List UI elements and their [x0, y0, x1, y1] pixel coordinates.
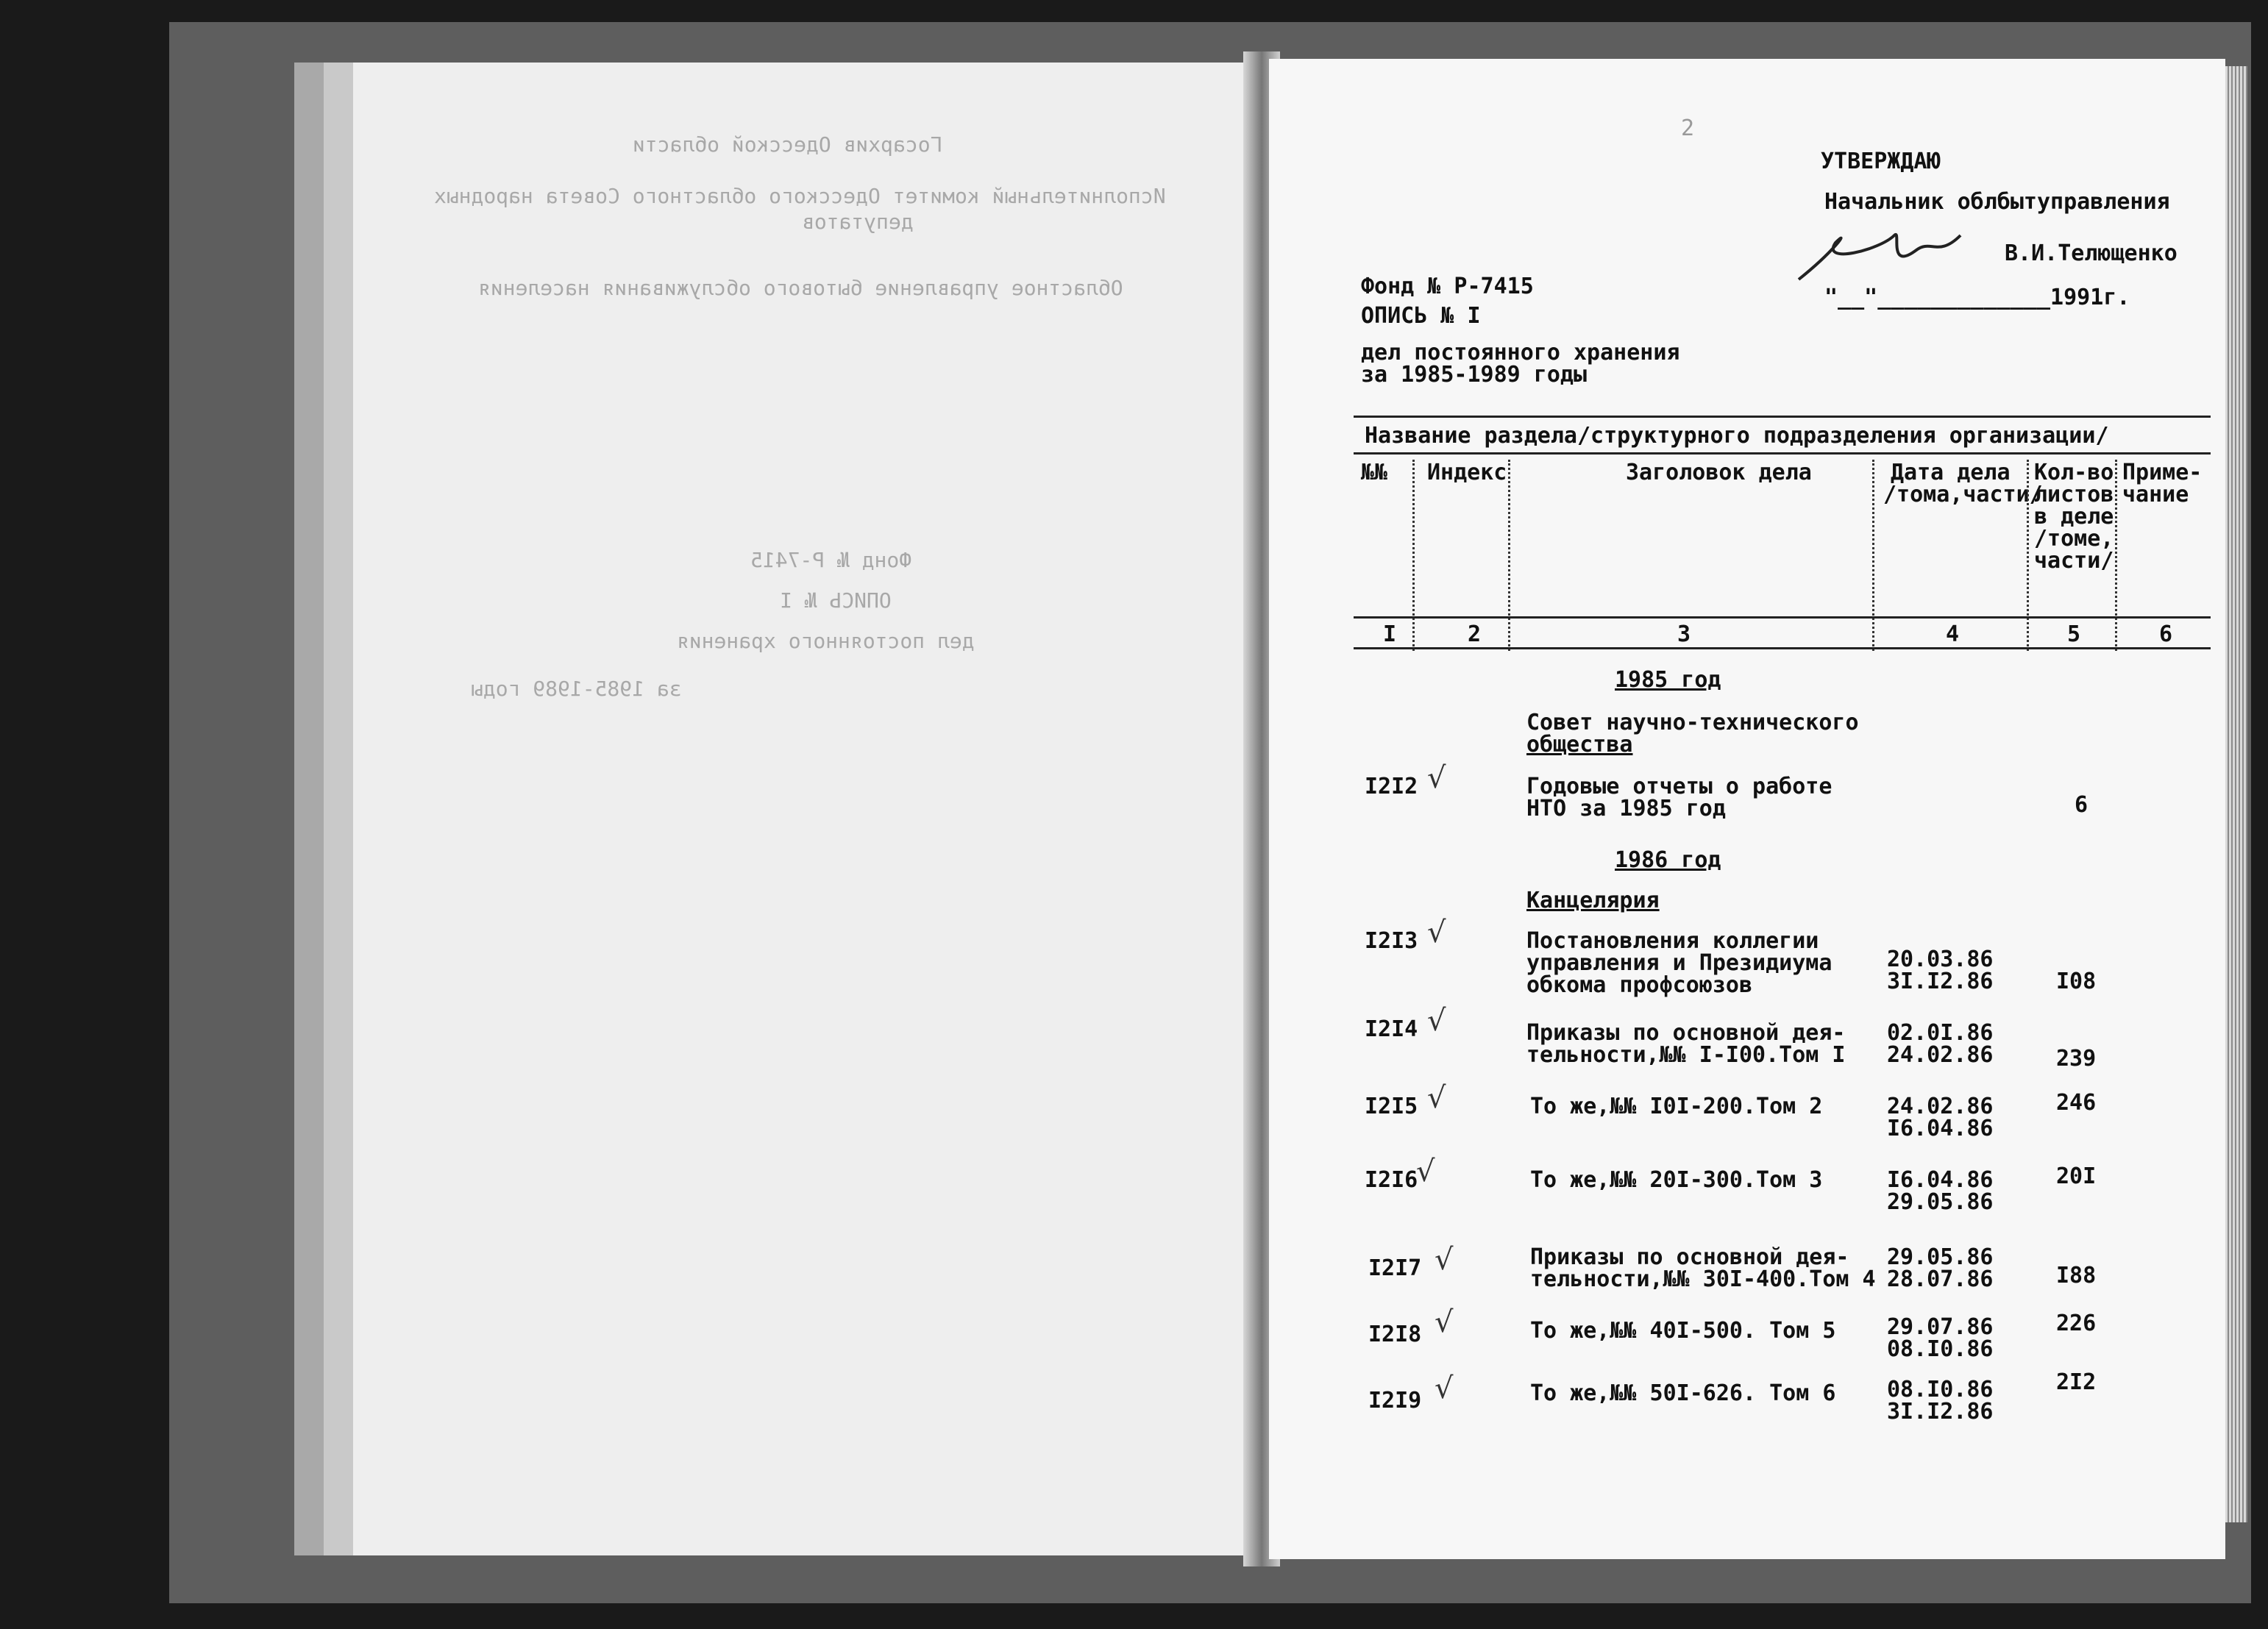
- col-header-sheets-1: Кол-во: [2034, 460, 2114, 485]
- row-date-end: I6.04.86: [1887, 1116, 1994, 1141]
- col-numbers-bottom-rule: [1354, 647, 2211, 649]
- row-date-end: 28.07.86: [1887, 1266, 1994, 1292]
- row-date-end: 3I.I2.86: [1887, 969, 1994, 994]
- ghost-line: депутатов: [802, 210, 914, 234]
- row-title: управления и Президиума: [1526, 950, 1832, 976]
- col-header-title: Заголовок дела: [1626, 460, 1812, 485]
- row-title: То же,№№ 50I-626. Том 6: [1530, 1380, 1836, 1406]
- row-sheets: 226: [2056, 1311, 2097, 1336]
- row-title: Постановления коллегии: [1526, 928, 1819, 954]
- row-sheets: 20I: [2056, 1163, 2097, 1189]
- row-date-start: 08.I0.86: [1887, 1377, 1994, 1402]
- row-no: I2I6: [1365, 1167, 1418, 1193]
- row-title: Приказы по основной дея-: [1526, 1020, 1846, 1046]
- col-numbers-top-rule: [1354, 616, 2211, 619]
- checkmark-icon: √: [1435, 1243, 1454, 1277]
- col-header-note-1: Приме-: [2122, 460, 2203, 485]
- row-sheets: 6: [2075, 792, 2089, 818]
- col-header-sheets-2: листов: [2034, 482, 2114, 507]
- checkmark-icon: √: [1427, 1081, 1446, 1115]
- year-heading-1985: 1985 год: [1615, 667, 1721, 693]
- ghost-line: Областное управление бытового обслуживания населения: [478, 276, 1123, 300]
- col-number: 5: [2067, 621, 2081, 647]
- checkmark-icon: √: [1435, 1372, 1454, 1405]
- col-header-note-2: чание: [2122, 482, 2189, 507]
- col-number: 3: [1677, 621, 1691, 647]
- approval-position: Начальник облбытуправления: [1824, 189, 2170, 215]
- row-title: То же,№№ 40I-500. Том 5: [1530, 1318, 1836, 1344]
- col-divider: [1872, 460, 1874, 651]
- col-header-date-1: Дата дела: [1891, 460, 2011, 485]
- col-header-date-2: /тома,части/: [1883, 482, 2043, 507]
- row-date-start: 29.05.86: [1887, 1244, 1994, 1270]
- row-date-end: 3I.I2.86: [1887, 1399, 1994, 1425]
- row-sheets: I88: [2056, 1263, 2097, 1288]
- col-divider: [1508, 460, 1510, 651]
- ghost-line: ОПИСЬ № I: [780, 588, 892, 613]
- row-no: I2I9: [1368, 1388, 1422, 1414]
- opis-number: ОПИСЬ № I: [1361, 303, 1481, 329]
- header-desc-1: дел постоянного хранения: [1361, 340, 1680, 366]
- row-sheets: 246: [2056, 1090, 2097, 1116]
- row-title: тельности,№№ 30I-400.Том 4: [1530, 1266, 1876, 1292]
- row-sheets: 2I2: [2056, 1369, 2097, 1395]
- table-section-title: Название раздела/структурного подразделения организации/: [1365, 423, 2109, 449]
- section-nto-line1: Совет научно-технического: [1526, 710, 1859, 735]
- signature: [1791, 206, 1983, 294]
- ghost-line: дел постоянного хранения: [677, 629, 975, 653]
- checkmark-icon: √: [1416, 1155, 1435, 1188]
- col-header-sheets-4: /томе,: [2034, 526, 2114, 552]
- row-date-start: 02.0I.86: [1887, 1020, 1994, 1046]
- ghost-line: за 1985-1989 годы: [471, 677, 682, 701]
- row-title: НТО за 1985 год: [1526, 796, 1726, 821]
- row-date-end: 24.02.86: [1887, 1042, 1994, 1068]
- col-header-index: Индекс: [1427, 460, 1507, 485]
- section-nto-line2: общества: [1526, 732, 1633, 758]
- approval-date: "__"_____________1991г.: [1824, 285, 2130, 310]
- col-header-no: №№: [1361, 460, 1388, 485]
- row-title: обкома профсоюзов: [1526, 972, 1753, 998]
- col-number: 6: [2159, 621, 2173, 647]
- row-sheets: 239: [2056, 1046, 2097, 1072]
- row-no: I2I4: [1365, 1016, 1418, 1042]
- row-title: То же,№№ 20I-300.Том 3: [1530, 1167, 1823, 1193]
- checkmark-icon: √: [1427, 916, 1446, 949]
- row-no: I2I5: [1365, 1094, 1418, 1119]
- left-page: [353, 63, 1254, 1555]
- row-no: I2I7: [1368, 1255, 1422, 1281]
- row-title: тельности,№№ I-I00.Том I: [1526, 1042, 1846, 1068]
- approval-name: В.И.Телющенко: [2005, 240, 2178, 266]
- col-number: 2: [1468, 621, 1482, 647]
- table-top-rule: [1354, 416, 2211, 418]
- row-no: I2I3: [1365, 928, 1418, 954]
- col-header-sheets-5: части/: [2034, 548, 2114, 574]
- right-page: [1269, 59, 2225, 1559]
- ghost-line: Исполнительный комитет Одесского областного Совета народных: [434, 184, 1166, 208]
- checkmark-icon: √: [1427, 1004, 1446, 1038]
- row-date-start: 29.07.86: [1887, 1314, 1994, 1340]
- row-date-start: 20.03.86: [1887, 947, 1994, 972]
- table-header-rule: [1354, 452, 2211, 455]
- fond-number: Фонд № Р-7415: [1361, 274, 1534, 299]
- col-number: I: [1383, 621, 1397, 647]
- row-sheets: I08: [2056, 969, 2097, 994]
- ghost-line: Фонд № Р-7415: [750, 548, 912, 572]
- row-title: Годовые отчеты о работе: [1526, 774, 1832, 799]
- header-desc-2: за 1985-1989 годы: [1361, 362, 1588, 388]
- approval-title: УТВЕРЖДАЮ: [1821, 149, 1941, 174]
- ghost-line: Госархив Одесской области: [633, 132, 943, 157]
- row-date-end: 08.I0.86: [1887, 1336, 1994, 1362]
- col-header-sheets-3: в деле: [2034, 504, 2114, 530]
- col-divider: [1412, 460, 1415, 651]
- col-number: 4: [1946, 621, 1960, 647]
- row-title: То же,№№ I0I-200.Том 2: [1530, 1094, 1823, 1119]
- checkmark-icon: √: [1435, 1305, 1454, 1339]
- row-no: I2I2: [1365, 774, 1418, 799]
- row-date-end: 29.05.86: [1887, 1189, 1994, 1215]
- col-divider: [2027, 460, 2029, 651]
- checkmark-icon: √: [1427, 761, 1446, 795]
- row-date-start: 24.02.86: [1887, 1094, 1994, 1119]
- page-edges: [2225, 66, 2247, 1522]
- section-office: Канцелярия: [1526, 888, 1660, 913]
- year-heading-1986: 1986 год: [1615, 847, 1721, 873]
- row-title: Приказы по основной дея-: [1530, 1244, 1849, 1270]
- page-number: 2: [1681, 115, 1695, 141]
- row-no: I2I8: [1368, 1322, 1422, 1347]
- col-divider: [2115, 460, 2117, 651]
- row-date-start: I6.04.86: [1887, 1167, 1994, 1193]
